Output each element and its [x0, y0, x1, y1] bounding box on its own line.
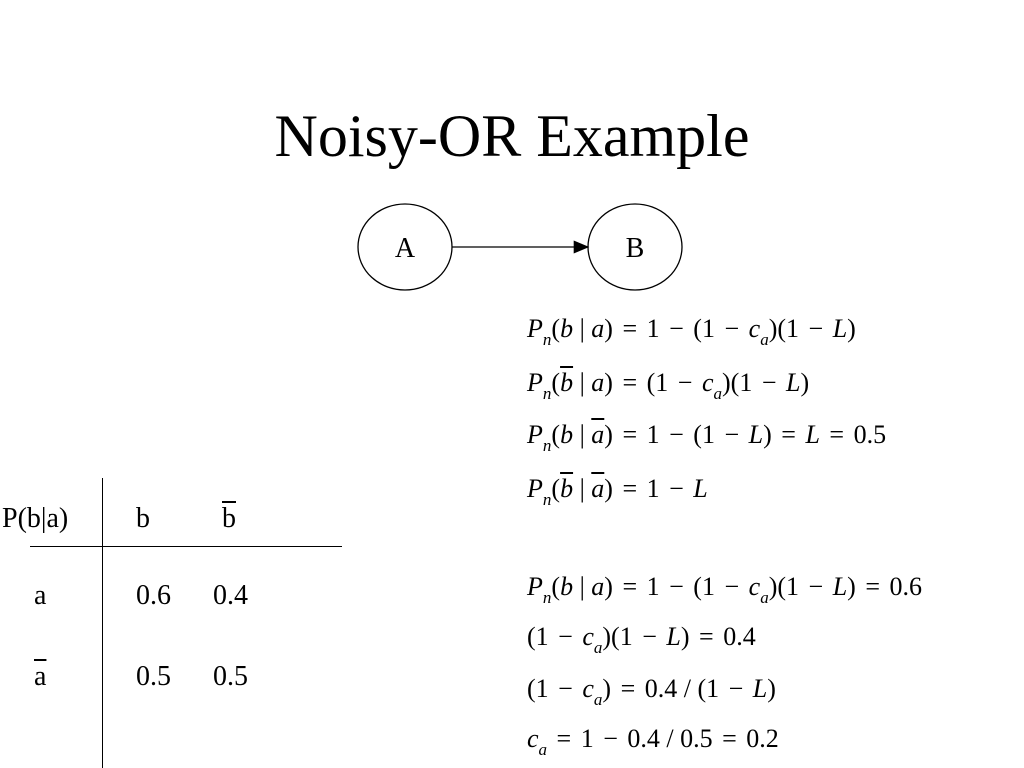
equation-3: $P_n(b$ | $\overline{a}) = 1 - (1 - L) = L = 0.5$	[527, 420, 887, 455]
table-vertical-rule	[102, 478, 103, 768]
equation-5: $P_n(b$ | $a) = 1 - (1 - c_a)(1 - L) = 0.6$	[527, 572, 922, 607]
table-cell-a-not-b: 0.4	[213, 580, 248, 611]
slide-title: Noisy-OR Example	[274, 103, 750, 169]
table-corner-label: P(b|a)	[2, 503, 69, 534]
node-a-label: A	[394, 233, 416, 264]
table-cell-a-b: 0.6	[136, 580, 171, 611]
table-cell-not-a-b: 0.5	[136, 661, 171, 692]
equation-4: $P_n(\overline{b}$ | $\overline{a}) = 1 - L$	[527, 474, 708, 509]
table-horizontal-rule	[30, 546, 342, 547]
table-col-header-b: b	[136, 503, 150, 534]
equation-6: $(1 - c_a)(1 - L) = 0.4$	[527, 622, 756, 657]
equation-2: $P_n(\overline{b}$ | $a) = (1 - c_a)(1 - L)$	[527, 368, 810, 403]
node-b-label: B	[625, 233, 645, 264]
table-col-header-not-b: $\overline{b}$	[222, 503, 236, 534]
table-row-header-a: a	[34, 580, 47, 611]
table-cell-not-a-not-b: 0.5	[213, 661, 248, 692]
equation-1: $P_n(b$ | $a) = 1 - (1 - c_a)(1 - L)$	[527, 314, 856, 349]
table-row-header-not-a: $\overline{a}$	[34, 661, 47, 692]
equation-7: $(1 - c_a) = 0.4 / (1 - L)$	[527, 674, 776, 709]
equation-8: $c_a = 1 - 0.4 / 0.5 = 0.2$	[527, 724, 779, 759]
